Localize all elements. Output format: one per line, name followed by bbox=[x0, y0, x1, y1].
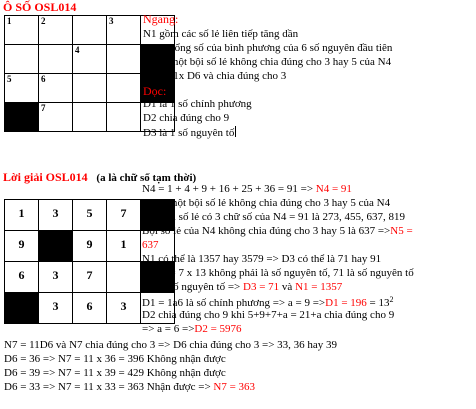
solution-line bbox=[142, 225, 413, 237]
line-text: D6 = 33 => N7 = 11 x 33 = 363 Nhận được => bbox=[4, 381, 214, 393]
line-text: D6 = 36 => N7 = 11 x 36 = 396 Không nhận được bbox=[4, 353, 226, 365]
grid-cell bbox=[39, 103, 73, 132]
grid-cell bbox=[73, 45, 107, 74]
grid-cell bbox=[73, 74, 107, 103]
cell-digit: 1 bbox=[18, 206, 25, 220]
line-text: N7 = 11D6 và N7 chia đúng cho 3 => D6 chia đúng cho 3 => 33, 36 hay 39 bbox=[4, 339, 338, 351]
across-clue: N4 = Tổng số của bình phương của 6 số nguyên đầu tiên bbox=[143, 42, 393, 54]
solution-line bbox=[4, 339, 337, 351]
grid-cell bbox=[5, 103, 39, 132]
line-text: D1 = 1a6 là số chính phương => a = 9 => bbox=[142, 297, 326, 309]
cell-digit: 3 bbox=[52, 206, 59, 220]
grid-cell bbox=[5, 45, 39, 74]
line-text: => a = 6 => bbox=[142, 323, 195, 335]
solution-cell bbox=[107, 293, 141, 324]
line-text: D6 = 39 => N7 = 11 x 39 = 429 Không nhận được bbox=[4, 367, 226, 379]
cell-digit: 5 bbox=[86, 206, 93, 220]
grid-cell bbox=[73, 16, 107, 45]
solution-cell bbox=[39, 293, 73, 324]
grid-cell bbox=[107, 45, 141, 74]
clue-number: 4 bbox=[75, 45, 80, 55]
cell-digit: 7 bbox=[120, 206, 127, 220]
cell-digit: 1 bbox=[120, 237, 127, 251]
solution-line bbox=[4, 381, 255, 393]
solution-line bbox=[142, 183, 352, 195]
solution-cell bbox=[107, 262, 141, 293]
solution-cell bbox=[39, 262, 73, 293]
line-text: Bội số lẻ của N4 không chia đúng cho 3 hay 5 là 637 => bbox=[142, 225, 391, 237]
solution-line bbox=[142, 267, 414, 279]
across-heading: Ngang: bbox=[143, 12, 179, 26]
solution-cell bbox=[5, 262, 39, 293]
solution-line bbox=[142, 295, 394, 309]
cell-digit: 7 bbox=[86, 268, 93, 282]
solution-line bbox=[142, 253, 381, 265]
down-clue: D2 chia đúng cho 9 bbox=[143, 112, 230, 124]
solution-line bbox=[4, 353, 226, 365]
grid-cell bbox=[5, 74, 39, 103]
highlight-result: N7 = 363 bbox=[213, 381, 256, 393]
solution-title: Lời giải OSL014 bbox=[3, 170, 88, 184]
clue-number: 7 bbox=[41, 103, 46, 113]
clue-number: 2 bbox=[41, 16, 46, 26]
superscript: 2 bbox=[389, 295, 394, 304]
cell-digit: 3 bbox=[120, 299, 127, 313]
solution-line bbox=[142, 239, 159, 251]
down-clue-text: D3 là 1 số nguyên tố bbox=[143, 127, 235, 139]
solution-cell bbox=[107, 231, 141, 262]
cell-digit: 3 bbox=[52, 299, 59, 313]
line-text: N1 có thể là 1357 hay 3579 => D3 có thể là 71 hay 91 bbox=[142, 253, 382, 265]
solution-cell bbox=[107, 200, 141, 231]
line-text: N4 = 1 + 4 + 9 + 16 + 25 + 36 = 91 => bbox=[142, 183, 316, 195]
clue-number: 6 bbox=[41, 74, 46, 84]
cell-digit: 9 bbox=[18, 237, 25, 251]
line-text: Các bội số lẻ có 3 chữ số của N4 = 91 là 273, 455, 637, 819 bbox=[142, 211, 405, 223]
highlight-result: D2 = 5976 bbox=[194, 323, 242, 335]
highlight-result: N1 = 1357 bbox=[295, 281, 343, 293]
line-text: Vì 91 = 7 x 13 không phải là số nguyên tố, 71 là số nguyên tố bbox=[142, 267, 414, 279]
grid-cell bbox=[39, 45, 73, 74]
solution-cell bbox=[5, 231, 39, 262]
solution-cell bbox=[73, 200, 107, 231]
clue-number: 5 bbox=[7, 74, 12, 84]
grid-cell bbox=[107, 103, 141, 132]
text-cursor bbox=[235, 126, 236, 137]
grid-cell bbox=[39, 74, 73, 103]
cell-digit: 6 bbox=[18, 268, 25, 282]
line-text: N5 là một bội số lẻ không chia đúng cho 3 hay 5 của N4 bbox=[142, 197, 391, 209]
highlight-result: D1 = 196 bbox=[325, 297, 367, 309]
solution-subtitle: (a là chữ số tạm thời) bbox=[96, 172, 197, 184]
solution-cell bbox=[73, 262, 107, 293]
solution-cell bbox=[73, 293, 107, 324]
grid-cell bbox=[5, 16, 39, 45]
clue-number: 1 bbox=[7, 16, 12, 26]
cell-digit: 6 bbox=[86, 299, 93, 313]
solution-line bbox=[4, 367, 226, 379]
solution-cell bbox=[39, 231, 73, 262]
solution-line bbox=[142, 309, 394, 321]
across-clue: N1 gồm các số lẻ liên tiếp tăng dần bbox=[143, 28, 299, 40]
solution-cell bbox=[73, 231, 107, 262]
solution-line bbox=[142, 281, 342, 293]
across-clue: N7 = 11x D6 và chia đúng cho 3 bbox=[143, 70, 287, 82]
line-tail: = 13 bbox=[366, 297, 390, 309]
highlight-result: N5 = bbox=[390, 225, 413, 237]
grid-cell bbox=[107, 74, 141, 103]
highlight-result: D3 = 71 bbox=[243, 281, 280, 293]
solution-cell bbox=[5, 200, 39, 231]
down-clue bbox=[143, 126, 236, 139]
grid-cell bbox=[107, 16, 141, 45]
line-text: D2 chia đúng cho 9 khi 5+9+7+a = 21+a chia đúng cho 9 bbox=[142, 309, 395, 321]
grid-cell bbox=[39, 16, 73, 45]
clue-number: 3 bbox=[109, 16, 114, 26]
down-clue: D1 là 1 số chính phương bbox=[143, 98, 252, 110]
cell-digit: 9 bbox=[86, 237, 93, 251]
solution-line bbox=[142, 197, 390, 209]
grid-cell bbox=[73, 103, 107, 132]
puzzle-title: Ô SỐ OSL014 bbox=[3, 0, 77, 14]
solution-cell bbox=[39, 200, 73, 231]
line-text: D3 là số nguyên tố => bbox=[142, 281, 244, 293]
down-heading: Dọc: bbox=[143, 84, 167, 98]
solution-line bbox=[142, 211, 405, 223]
line-tail: và bbox=[279, 281, 296, 293]
solution-cell bbox=[5, 293, 39, 324]
highlight-result: N4 = 91 bbox=[315, 183, 352, 195]
across-clue: N5 là một bội số lẻ không chia đúng cho 3 hay 5 của N4 bbox=[143, 56, 392, 68]
highlight-result: 637 bbox=[142, 239, 159, 251]
solution-line bbox=[142, 323, 242, 335]
cell-digit: 3 bbox=[52, 268, 59, 282]
